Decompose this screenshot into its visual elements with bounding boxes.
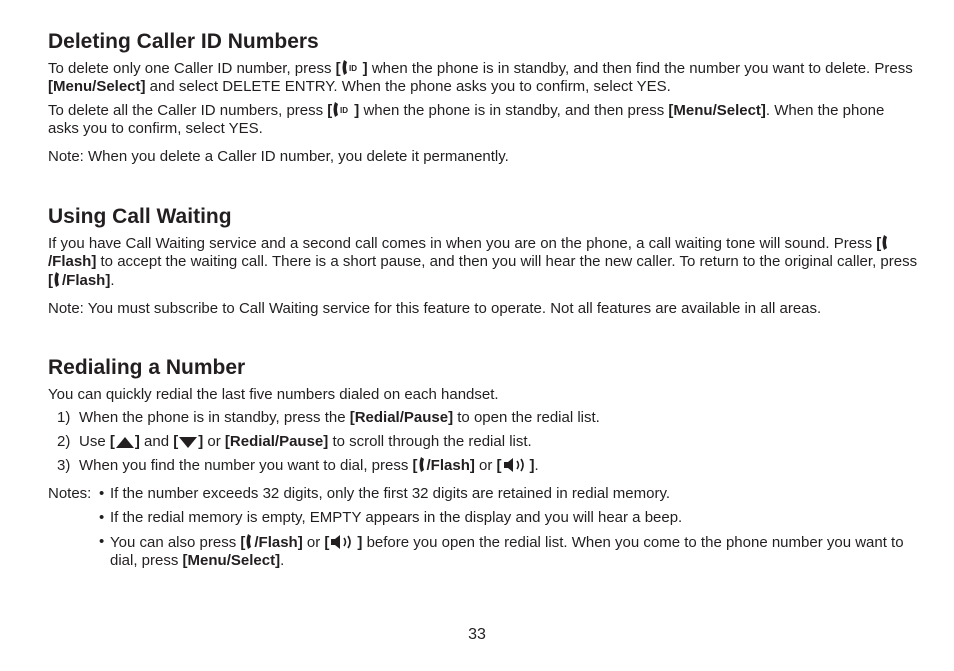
talk-phone-icon (881, 234, 890, 251)
page-number: 33 (468, 626, 486, 643)
bullet: • (99, 533, 105, 550)
caller-id-icon (332, 101, 354, 118)
svg-text:ID: ID (348, 64, 357, 73)
redial-note-1: • If the number exceeds 32 digits, only the first 32 digits are retained in redial memory. (99, 485, 671, 502)
speaker-icon (329, 534, 357, 550)
redial-step-1: 1) When the phone is in standby, press the [Redial/Pause] to open the redial list. (57, 409, 600, 426)
paragraph-call-waiting: If you have Call Waiting service and a second call comes in when you are on the phone, a call waiting tone will sound. Press [/Flash] to accept the waiting call. There is a short pause, and then you will hear the new caller. To return to the original caller, press [ /Flash]. (48, 235, 918, 289)
talk-phone-icon (418, 456, 427, 473)
note-call-waiting-subscribe: Note: You must subscribe to Call Waiting service for this feature to operate. Not all features are available in all areas. (48, 300, 822, 317)
paragraph-delete-one: To delete only one Caller ID number, press [ ID ] when the phone is in standby, and then find the number you want to delete. Press [Menu/Select] and select DELETE ENTRY. When the phone asks you to confirm, select YES. (48, 60, 913, 95)
note-delete-permanent: Note: When you delete a Caller ID number, you delete it permanently. (48, 148, 509, 165)
heading-call-waiting: Using Call Waiting (48, 205, 232, 228)
svg-text:ID: ID (340, 106, 349, 115)
paragraph-delete-all: To delete all the Caller ID numbers, press [ ID ] when the phone is in standby, and then press [Menu/Select]. When the phone asks you to confirm, select YES. (48, 102, 885, 137)
down-arrow-icon (178, 435, 198, 449)
caller-id-icon (341, 59, 363, 76)
up-arrow-icon (115, 435, 135, 449)
speaker-icon (502, 457, 530, 473)
paragraph-redial-intro: You can quickly redial the last five numbers dialed on each handset. (48, 386, 499, 403)
redial-step-2: 2) Use [ ] and [ ] or [Redial/Pause] to scroll through the redial list. (57, 433, 532, 450)
redial-step-3: 3) When you find the number you want to dial, press [ /Flash] or [ ]. (57, 457, 539, 474)
heading-redialing: Redialing a Number (48, 356, 246, 379)
talk-phone-icon (53, 271, 62, 288)
redial-note-3: • You can also press [ /Flash] or [ ] before you open the redial list. When you come to the phone number you want to dial, press [Menu/Select]. (99, 533, 904, 569)
heading-deleting-caller-id: Deleting Caller ID Numbers (48, 30, 319, 53)
bullet: • (99, 509, 105, 526)
notes-label: Notes: (48, 485, 92, 502)
bullet: • (99, 485, 105, 502)
redial-note-2: • If the redial memory is empty, EMPTY appears in the display and you will hear a beep. (99, 509, 683, 526)
